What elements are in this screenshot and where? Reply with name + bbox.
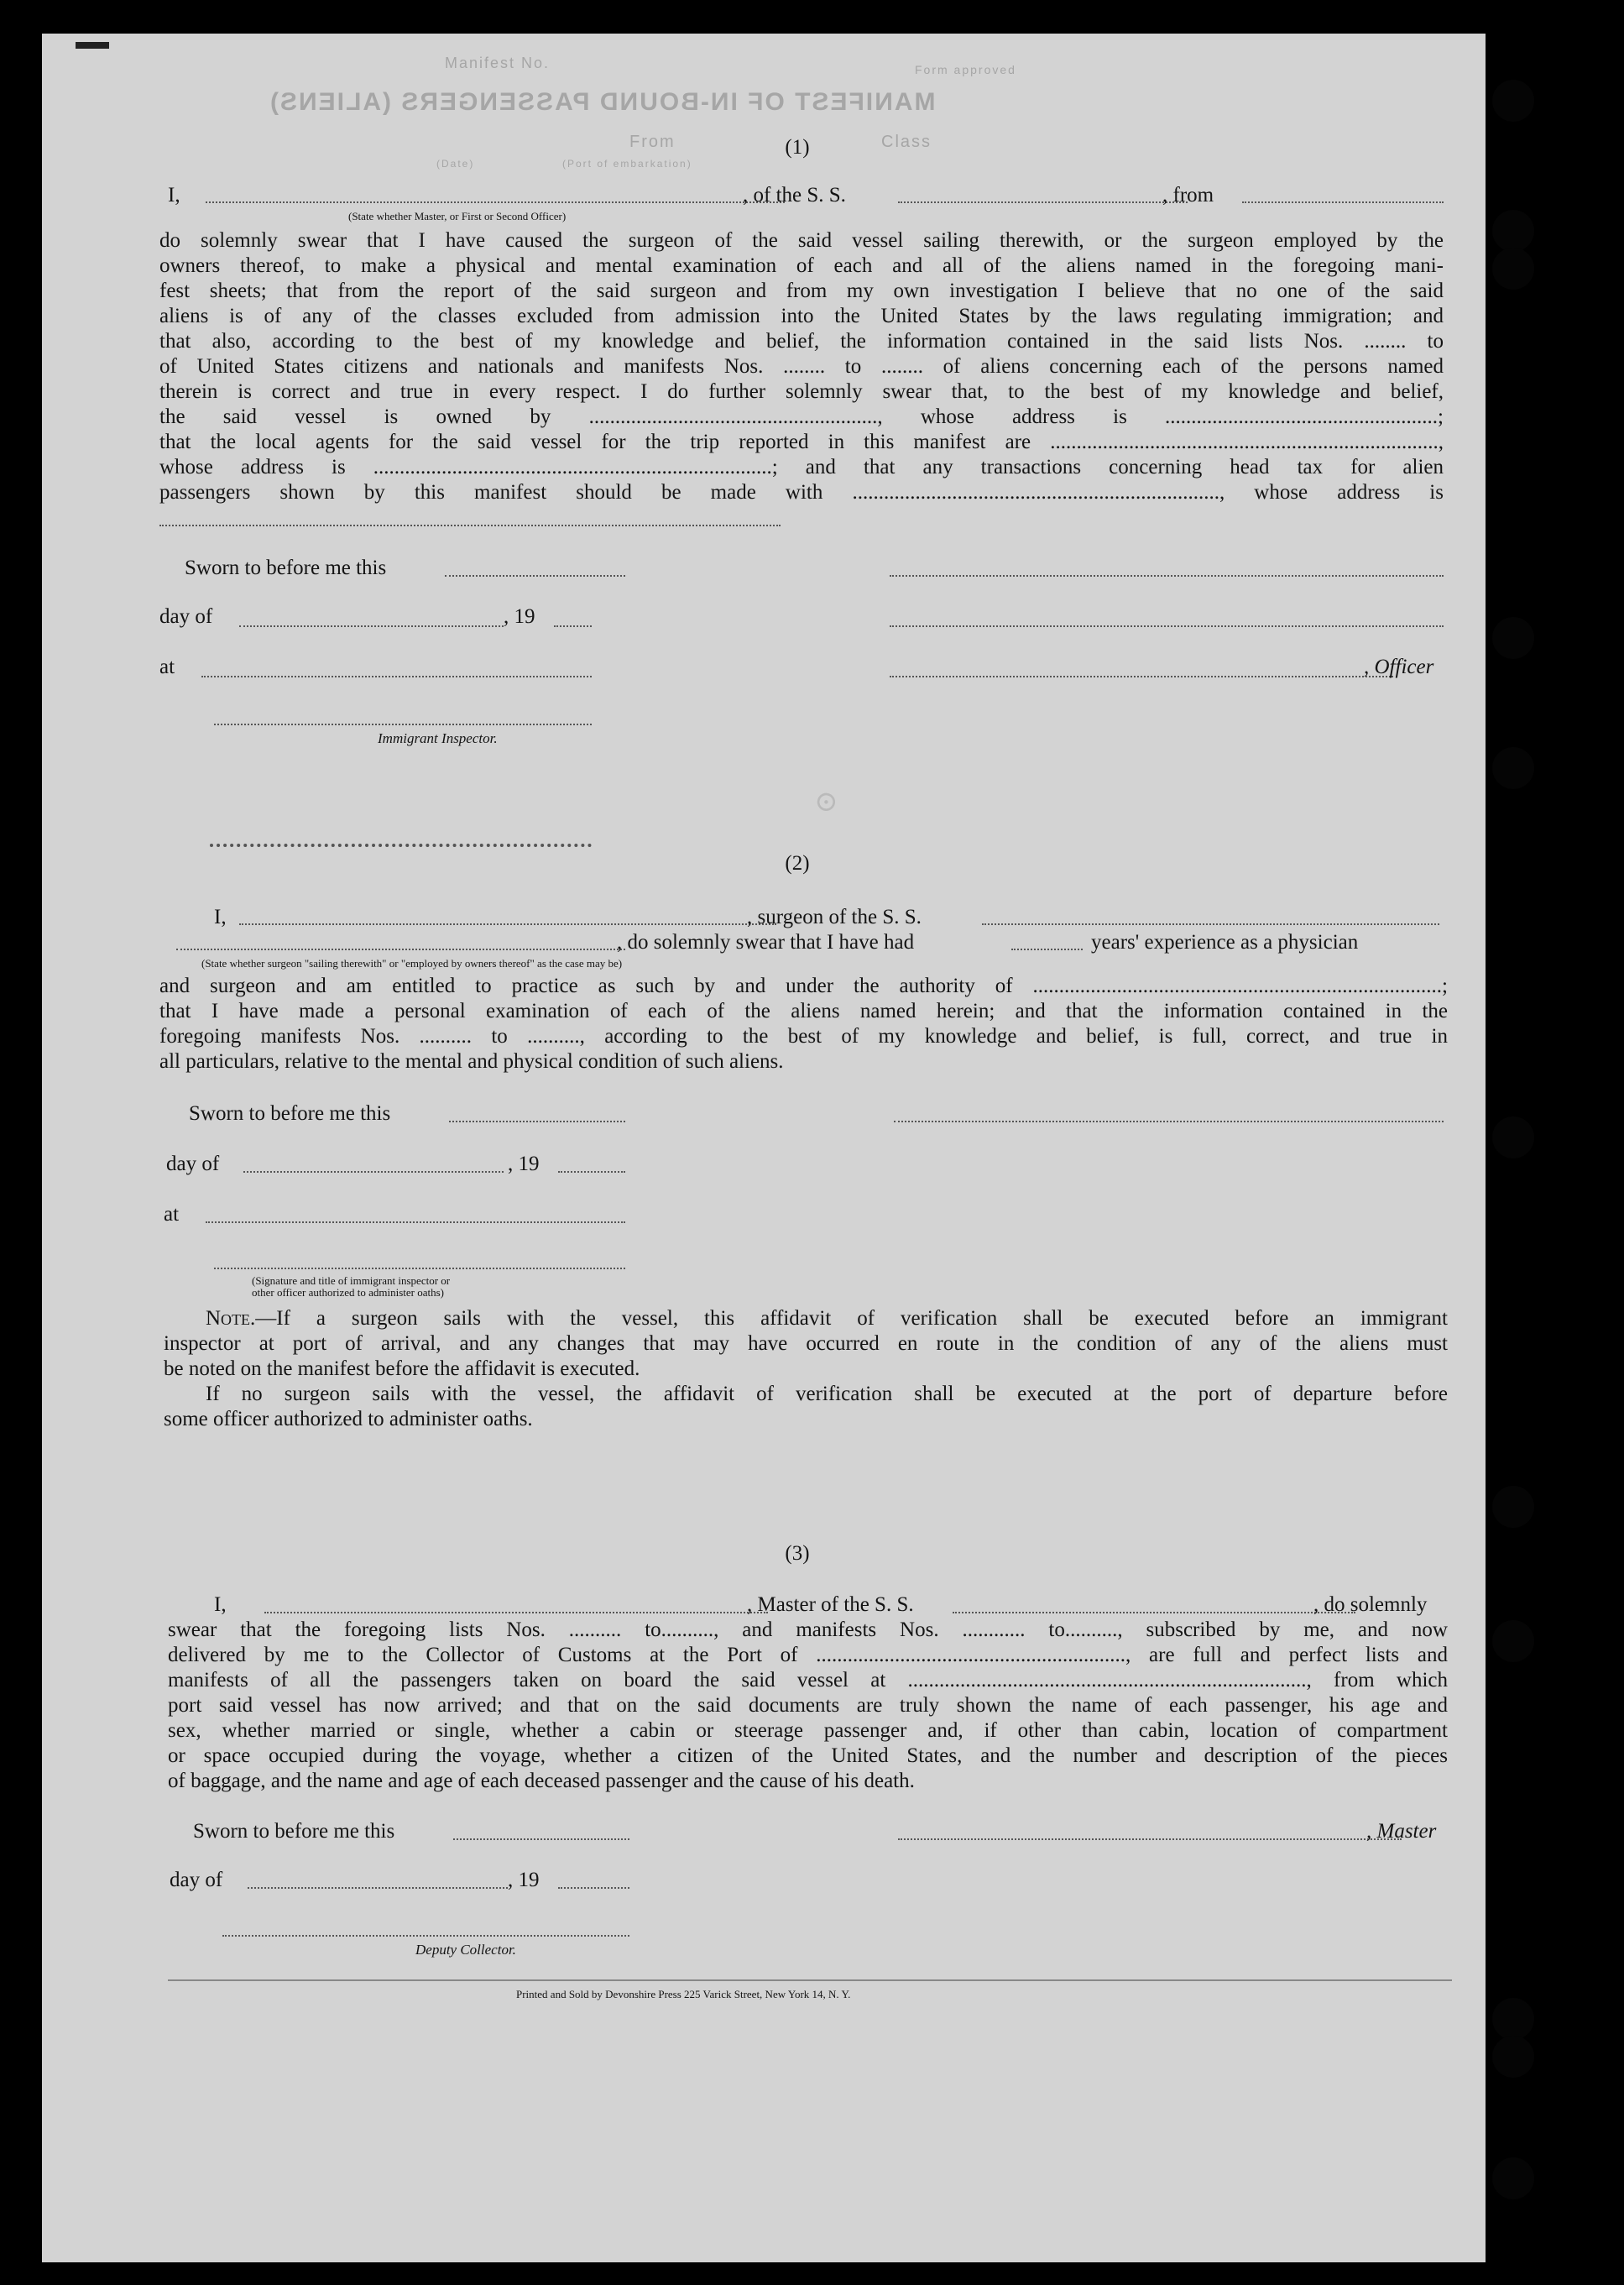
s1-sworn: Sworn to before me this (185, 557, 387, 579)
s1-from-field[interactable] (1242, 201, 1444, 203)
s3-master-name-field[interactable] (264, 1612, 768, 1613)
s1-i: I, (168, 184, 180, 207)
s1-nineteen: , 19 (504, 605, 535, 628)
s1-officer-sign-field[interactable] (890, 676, 1393, 677)
s2-status-field[interactable] (176, 949, 625, 950)
s1-line: that the local agents for the said vessel for the trip reported in this manifest are .........................................................................., (159, 431, 1444, 453)
s2-surgeon-sign-field[interactable] (894, 1121, 1444, 1122)
s3-i: I, (214, 1593, 227, 1616)
s3-sworn: Sworn to before me this (193, 1820, 395, 1843)
s1-line: the said vessel is owned by ......................................................., whose address is ....................................................; (159, 405, 1444, 428)
s1-line: passengers shown by this manifest should be made with ......................................................................, whose address is (159, 481, 1444, 504)
note-line: If no surgeon sails with the vessel, the affidavit of verification shall be executed at the port of departure before (206, 1383, 1448, 1405)
s3-year-field[interactable] (558, 1887, 629, 1889)
s1-line: of United States citizens and nationals and manifests Nos. ........ to ........ of aliens concerning each of the persons named (159, 355, 1444, 378)
s2-sworn: Sworn to before me this (189, 1102, 391, 1125)
section-2-number: (2) (785, 852, 810, 875)
s1-line: aliens is of any of the classes excluded from admission into the United States by the laws regulating immigration; and (159, 305, 1444, 327)
s2-years: years' experience as a physician (1091, 931, 1359, 954)
s2-caption-sig-2: other officer authorized to administer oaths) (252, 1286, 444, 1299)
binder-hole (1492, 248, 1534, 290)
s1-officer-label: , Officer (1364, 656, 1434, 678)
binder-hole (1492, 1998, 1534, 2040)
faded-manifest-title: MANIFEST OF IN-BOUND PASSENGERS (ALIENS) (269, 88, 936, 116)
s2-day-field[interactable] (243, 1171, 504, 1173)
printer-credit: Printed and Sold by Devonshire Press 225 Varick Street, New York 14, N. Y. (516, 1988, 851, 2000)
binder-hole (1492, 1486, 1534, 1528)
s1-of-ss: , of the S. S. (743, 184, 846, 207)
note-line: inspector at port of arrival, and any changes that may have occurred en route in the condition of any of the aliens must (164, 1332, 1448, 1355)
form-page (42, 34, 1486, 2262)
s3-collector-label: Deputy Collector. (415, 1942, 516, 1958)
s1-line: whose address is ............................................................................; and that any transactions concerning head tax for alien (159, 456, 1444, 478)
s2-at: at (164, 1203, 180, 1226)
s3-nineteen: , 19 (508, 1869, 540, 1891)
s1-officer-sign-line-2[interactable] (890, 625, 1444, 627)
s3-line: or space occupied during the voyage, whether a citizen of the United States, and the number and description of the pieces (168, 1744, 1448, 1767)
note-line: be noted on the manifest before the affidavit is executed. (164, 1357, 640, 1380)
s1-line: do solemnly swear that I have caused the surgeon of the said vessel sailing therewith, or the surgeon employed by the (159, 229, 1444, 252)
paper-tear (1532, 999, 1565, 1108)
s1-line: therein is correct and true in every respect. I do further solemnly swear that, to the best of my knowledge and belief, (159, 380, 1444, 403)
page-mark (76, 42, 109, 49)
s2-inspector-sign-field[interactable] (214, 1268, 625, 1269)
s1-line: owners thereof, to make a physical and mental examination of each and all of the aliens named in the foregoing mani- (159, 254, 1444, 277)
s1-paragraph (159, 228, 1444, 505)
s3-day-of: day of (170, 1869, 223, 1891)
s2-nineteen: , 19 (508, 1153, 540, 1175)
s3-line: sex, whether married or single, whether a cabin or steerage passenger and, if other than cabin, location of compartment (168, 1719, 1448, 1742)
s1-at-field[interactable] (201, 676, 592, 677)
binder-hole (1492, 1116, 1534, 1158)
s3-swear: , do solemnly (1313, 1593, 1428, 1616)
s3-line: manifests of all the passengers taken on board the said vessel at ............................................................................, from which (168, 1669, 1448, 1692)
s1-line: fest sheets; that from the report of the said surgeon and from my own investigation I believe that no one of the said (159, 280, 1444, 302)
binder-hole (1492, 210, 1534, 252)
faded-date-label: (Date) (436, 158, 475, 170)
s3-master-label: , Master (1366, 1820, 1437, 1843)
s3-line: port said vessel has now arrived; and that on the said documents are truly shown the name of each passenger, his age and (168, 1694, 1448, 1717)
faded-port-label: (Port of embarkation) (562, 158, 692, 170)
s2-caption: (State whether surgeon "sailing therewith" or "employed by owners thereof" as the case may be) (201, 957, 623, 970)
s1-address-continuation[interactable] (159, 525, 781, 526)
s3-day-field[interactable] (248, 1887, 508, 1889)
s2-sworn-field[interactable] (449, 1121, 625, 1122)
note-text: —If a surgeon sails with the vessel, this affidavit of verification shall be executed before an immigrant (255, 1307, 1448, 1330)
s1-inspector-label: Immigrant Inspector. (378, 730, 498, 746)
s1-line: that also, according to the best of my knowledge and belief, the information contained in the said lists Nos. ........ to (159, 330, 1444, 353)
s1-officer-name-field[interactable] (206, 201, 785, 203)
s3-line: delivered by me to the Collector of Customs at the Port of ..........................................................., are full and perfect lists and (168, 1644, 1448, 1666)
s3-master-sign-field[interactable] (898, 1838, 1402, 1840)
s3-paragraph (168, 1618, 1448, 1794)
s2-line: foregoing manifests Nos. .......... to .........., according to the best of my knowledge and belief, is full, correct, and true in (159, 1025, 1448, 1048)
s3-line: swear that the foregoing lists Nos. .......... to.........., and manifests Nos. ............ to.........., subscribed by me, and now (168, 1618, 1448, 1641)
section-3-number: (3) (785, 1542, 810, 1565)
s2-swear: , do solemnly swear that I have had (617, 931, 915, 954)
s1-extra-dots (210, 844, 592, 847)
s1-from: , from (1162, 184, 1214, 207)
s2-paragraph (159, 974, 1448, 1075)
s2-caption-sig-1: (Signature and title of immigrant inspector or (252, 1274, 451, 1287)
s2-at-field[interactable] (206, 1221, 625, 1223)
s1-vessel-field[interactable] (898, 201, 1188, 203)
s2-day-of: day of (166, 1153, 220, 1175)
binder-hole (1492, 2036, 1534, 2078)
s2-line: that I have made a personal examination of each of the aliens named herein; and that the information contained in the (159, 1000, 1448, 1022)
faded-stamp: ⊙ (808, 782, 844, 822)
binder-hole (1492, 80, 1534, 122)
s2-surgeon-name-field[interactable] (239, 923, 776, 925)
note-label: Note. (206, 1307, 256, 1330)
s1-day-of: day of (159, 605, 213, 628)
s1-at: at (159, 656, 175, 678)
s2-vessel-field[interactable] (982, 923, 1439, 925)
s2-i: I, (214, 906, 227, 928)
faded-class-label: Class (881, 133, 932, 151)
s3-master-of: , Master of the S. S. (747, 1593, 914, 1616)
s3-vessel-field[interactable] (953, 1612, 1355, 1613)
s2-line: all particulars, relative to the mental and physical condition of such aliens. (159, 1050, 784, 1073)
s1-inspector-sign-field[interactable] (214, 724, 592, 725)
s3-line: of baggage, and the name and age of each deceased passenger and the cause of his death. (168, 1770, 915, 1792)
note-line: some officer authorized to administer oaths. (164, 1408, 533, 1430)
s1-day-field[interactable] (239, 625, 504, 627)
s3-sworn-field[interactable] (453, 1838, 629, 1840)
s2-line: and surgeon and am entitled to practice as such by and under the authority of ..............................................................................; (159, 975, 1448, 997)
s1-caption: (State whether Master, or First or Second Officer) (348, 210, 567, 222)
section-1-number: (1) (785, 136, 810, 159)
s2-note (164, 1306, 1448, 1432)
s1-sworn-field[interactable] (445, 575, 625, 577)
s2-year-field[interactable] (558, 1171, 625, 1173)
s2-years-field[interactable] (1011, 949, 1083, 950)
faded-from-label: From (629, 133, 676, 151)
binder-hole (1492, 617, 1534, 659)
s1-officer-sign-line-1[interactable] (890, 575, 1444, 577)
note-line (164, 1306, 1448, 1331)
s2-surgeon-of: , surgeon of the S. S. (747, 906, 922, 928)
binder-hole (1492, 2157, 1534, 2199)
binder-hole (1492, 1620, 1534, 1662)
binder-hole (1492, 747, 1534, 789)
s3-collector-sign-field[interactable] (222, 1935, 629, 1937)
faded-manifest-no: Manifest No. (445, 55, 551, 71)
s1-year-field[interactable] (554, 625, 592, 627)
faded-form-label: Form approved (915, 63, 1016, 76)
footer-rule (168, 1979, 1452, 1981)
